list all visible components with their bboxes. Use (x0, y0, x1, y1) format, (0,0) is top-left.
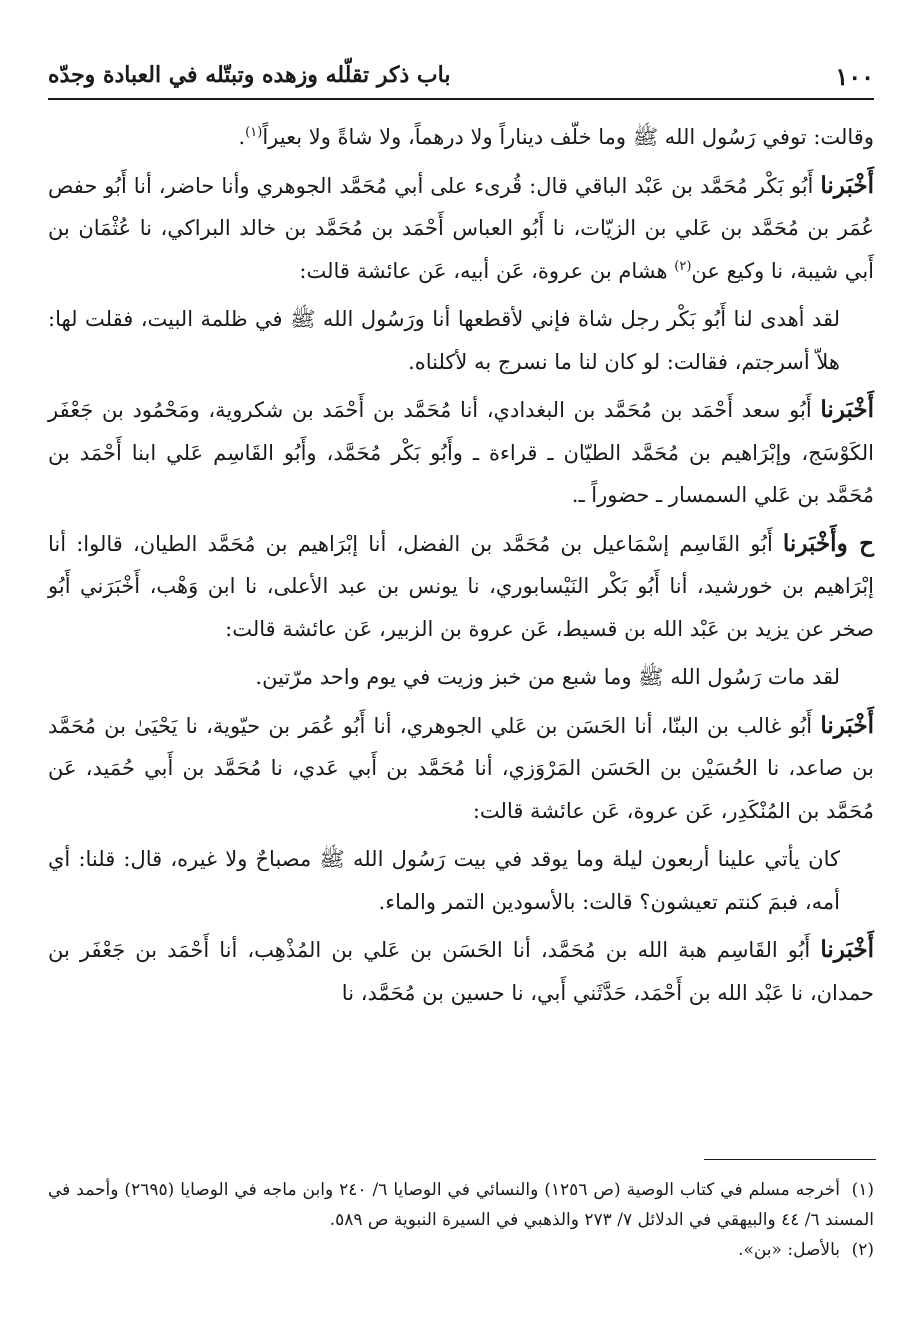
paragraph-text: أَبُو القَاسِم إسْمَاعيل بن مُحَمَّد بن الفضل، أنا إبْرَاهيم بن مُحَمَّد الطيان، قالوا: أنا إبْرَاهيم بن خورشيد، أنا أَبُو بَكْر النَيْسابوري، نا يونس بن عبد الأعلى، نا ابن وَهْب، أَخْبَرَني أَبُو صخر عن يزيد بن عَبْد الله بن قسيط، عَن عروة بن الزبير، عَن عائشة قالت: (48, 531, 874, 641)
paragraph-text: لقد مات رَسُول الله ﷺ وما شبع من خبز وزيت في يوم واحد مرّتين. (255, 665, 840, 689)
paragraph (48, 523, 874, 651)
hadith-text (48, 298, 874, 383)
page-number: ١٠٠ (835, 62, 874, 91)
paragraph (48, 389, 874, 517)
footnote (48, 1235, 874, 1265)
footnote-number: (١) (851, 1180, 874, 1200)
paragraph (48, 116, 874, 159)
hadith-text (48, 838, 874, 923)
paragraph-tail: . (238, 125, 246, 149)
isnad-keyword: أَخْبَرنا (820, 936, 874, 963)
isnad-keyword: ح وأَخْبَرنا (782, 529, 874, 557)
paragraph-text: أَبُو سعد أَحْمَد بن مُحَمَّد بن البغدادي، أنا مُحَمَّد بن أَحْمَد بن شكروية، ومَحْمُود بن جَعْفَر الكَوْسَج، وإبْرَاهيم بن مُحَمَّد الطيّان ـ قراءة ـ وأَبُو بَكْر مُحَمَّد، وأَبُو القَاسِم عَلي ابنا أَحْمَد بن مُحَمَّد بن عَلي السمسار ـ حضوراً ـ. (48, 398, 874, 507)
paragraph-text: وقالت: توفي رَسُول الله ﷺ وما خلّف ديناراً ولا درهماً، ولا شاةً ولا بعيراً (262, 125, 874, 149)
paragraph-text: أَبُو غالب بن البنّا، أنا الحَسَن بن عَلي الجوهري، أنا أَبُو عُمَر بن حيّوية، نا يَحْيَىٰ بن مُحَمَّد بن صاعد، نا الحُسَيْن بن الحَسَن المَرْوَزي، أنا مُحَمَّد بن أَبي عَدي، نا مُحَمَّد بن أَبي حُمَيد، عَن مُحَمَّد بن المُنْكَدِر، عَن عروة، عَن عائشة قالت: (48, 713, 874, 823)
page-header (48, 58, 874, 98)
hadith-text (48, 656, 874, 699)
footnote (48, 1175, 874, 1235)
paragraph-tail: هشام بن عروة، عَن أبيه، عَن عائشة قالت: (299, 258, 675, 283)
footnote-ref: (٢) (674, 258, 692, 274)
paragraph (48, 165, 874, 293)
footnote-text: بالأصل: «بن». (738, 1240, 840, 1260)
isnad-keyword: أَخْبَرنا (820, 711, 874, 739)
running-title: باب ذكر تقلّله وزهده وتبتّله في العبادة وجدّه (48, 62, 451, 88)
footnote-number: (٢) (851, 1240, 874, 1260)
footnotes (48, 1175, 874, 1265)
paragraph-text: أَبُو القَاسِم هبة الله بن مُحَمَّد، أنا الحَسَن بن عَلي بن المُذْهِب، أنا أَحْمَد بن جَعْفَر بن حمدان، نا عَبْد الله بن أَحْمَد، حَدَّثَني أَبي، نا حسين بن مُحَمَّد، نا (48, 938, 874, 1005)
footnote-ref: (١) (245, 125, 263, 140)
paragraph-text: لقد أهدى لنا أَبُو بَكْر رجل شاة فإني لأقطعها أنا ورَسُول الله ﷺ في ظلمة البيت، فقلت لها: هلاّ أسرجتم، فقالت: لو كان لنا ما نسرج به لأكلناه. (48, 307, 840, 374)
footnote-rule (704, 1159, 876, 1160)
paragraph (48, 705, 874, 833)
paragraph (48, 929, 874, 1014)
footnote-text: أخرجه مسلم في كتاب الوصية (ص ١٢٥٦) والنسائي في الوصايا ٦/ ٢٤٠ وابن ماجه في الوصايا (٢٦٩٥) وأحمد في المسند ٦/ ٤٤ والبيهقي في الدلائل ٧/ ٢٧٣ والذهبي في السيرة النبوية ص ٥٨٩. (48, 1180, 874, 1230)
header-rule (48, 98, 874, 100)
paragraph-text: أَبُو بَكْر مُحَمَّد بن عَبْد الباقي قال: قُرىء على أبي مُحَمَّد الجوهري وأنا حاضر، أنا أَبُو حفص عُمَر بن مُحَمَّد بن عَلي بن الزيّات، نا أَبُو العباس أَحْمَد بن مُحَمَّد بن خالد البراكي، نا عُثْمَان بن أَبي شيبة، نا وكيع عن (48, 173, 874, 283)
isnad-keyword: أَخْبَرنا (820, 396, 874, 423)
main-text (48, 116, 874, 1020)
paragraph-text: كان يأتي علينا أربعون ليلة وما يوقد في بيت رَسُول الله ﷺ مصباحٌ ولا غيره، قال: قلنا: أي أمه، فبمَ كنتم تعيشون؟ قالت: بالأسودين التمر والماء. (48, 847, 840, 914)
isnad-keyword: أَخْبَرنا (820, 171, 874, 199)
